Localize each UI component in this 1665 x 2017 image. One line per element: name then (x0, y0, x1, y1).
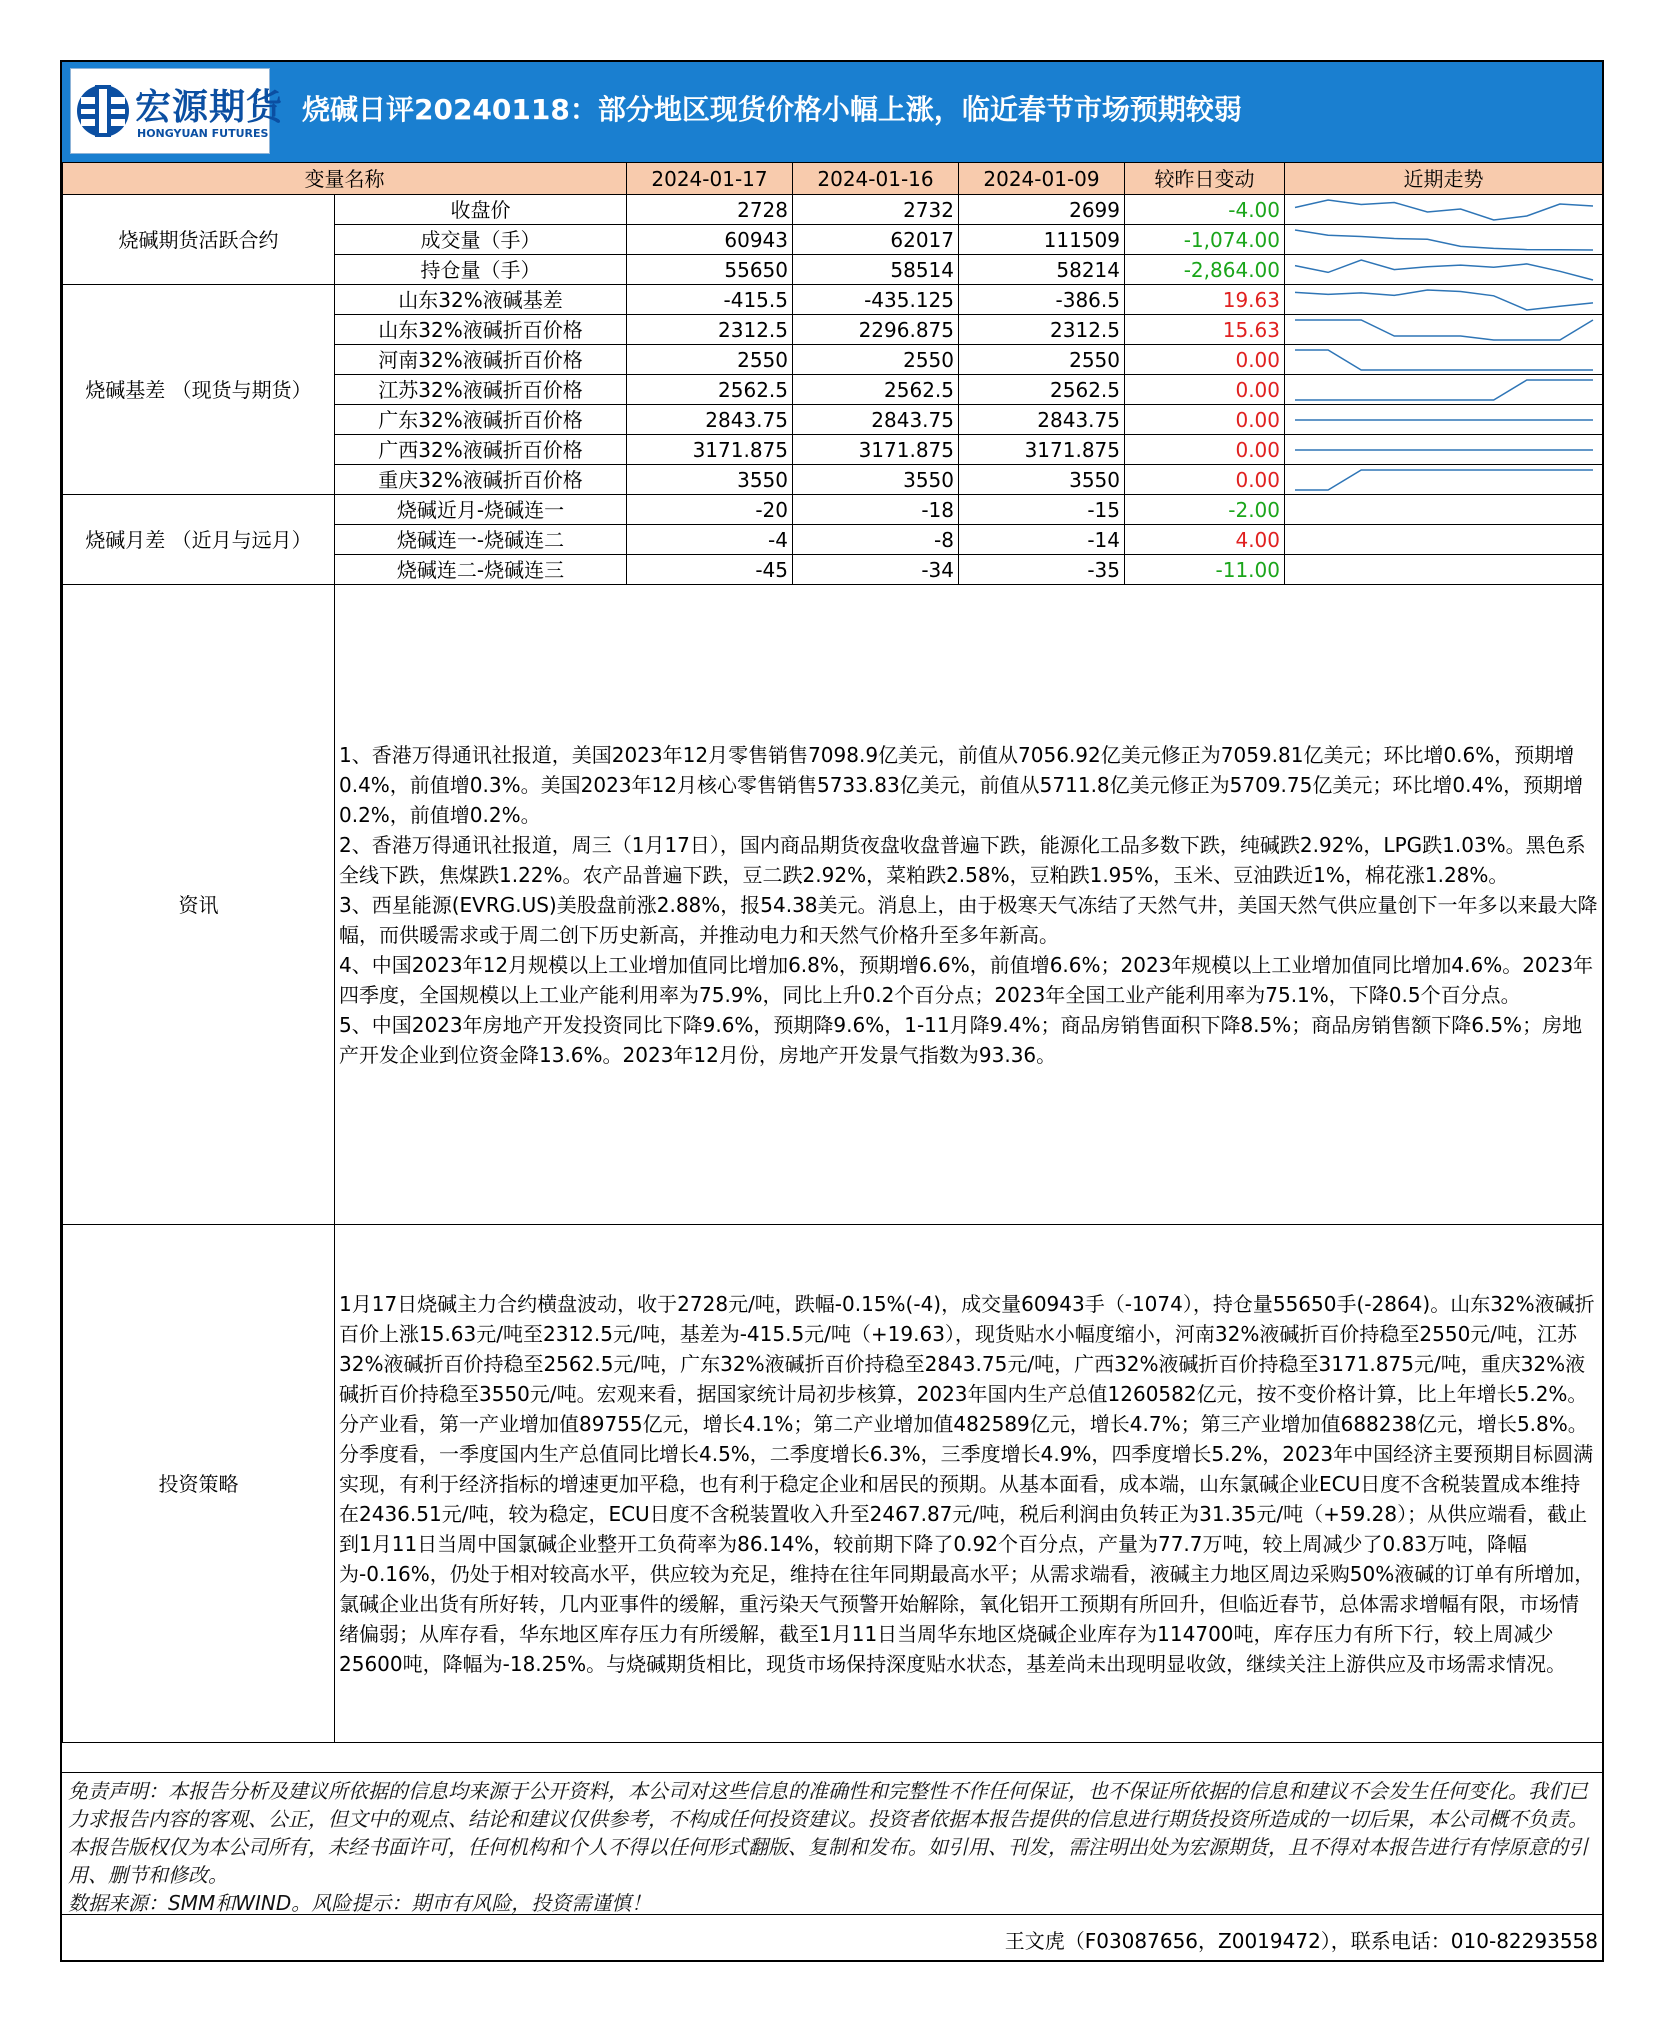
data-source: 数据来源：SMM和WIND。风险提示：期市有风险，投资需谨慎！ (68, 1891, 652, 1915)
trend-line (1295, 290, 1593, 310)
value-2024-01-16: 2550 (793, 345, 959, 375)
trend-cell (1285, 255, 1603, 285)
value-2024-01-17: 3171.875 (627, 435, 793, 465)
news-item-1: 1、香港万得通讯社报道，美国2023年12月零售销售7098.9亿美元，前值从7056.92亿美元修正为7059.81亿美元；环比增0.6%，预期增0.4%，前值增0.3%。美国2023年12月核心零售销售5733.83亿美元，前值从5711.8亿美元修正为5709.75亿美元；环比增0.4%，预期增0.2%，前值增0.2%。 (339, 742, 1584, 827)
trend-cell (1285, 495, 1603, 525)
trend-line (1295, 320, 1593, 340)
trend-cell (1285, 315, 1603, 345)
value-2024-01-16: -8 (793, 525, 959, 555)
variable-name: 广东32%液碱折百价格 (335, 405, 627, 435)
trend-cell (1285, 435, 1603, 465)
trend-cell (1285, 345, 1603, 375)
value-2024-01-17: 3550 (627, 465, 793, 495)
trend-line (1295, 230, 1593, 250)
trend-sparkline (1285, 466, 1603, 494)
change-value: 19.63 (1125, 285, 1285, 315)
group-label: 烧碱期货活跃合约 (63, 195, 335, 285)
trend-cell (1285, 375, 1603, 405)
report (60, 60, 1604, 1962)
strategy-row (63, 1225, 1603, 1743)
change-value: -1,074.00 (1125, 225, 1285, 255)
change-value: -2.00 (1125, 495, 1285, 525)
variable-name: 重庆32%液碱折百价格 (335, 465, 627, 495)
news-label: 资讯 (63, 585, 335, 1225)
logo (70, 68, 284, 154)
value-2024-01-16: 3171.875 (793, 435, 959, 465)
change-value: 0.00 (1125, 465, 1285, 495)
change-value: 0.00 (1125, 375, 1285, 405)
trend-sparkline (1285, 316, 1603, 344)
value-2024-01-16: 2562.5 (793, 375, 959, 405)
value-2024-01-09: -35 (959, 555, 1125, 585)
value-2024-01-09: 3550 (959, 465, 1125, 495)
trend-sparkline (1285, 376, 1603, 404)
news-item-2: 2、香港万得通讯社报道，周三（1月17日），国内商品期货夜盘收盘普遍下跌，能源化工品多数下跌，纯碱跌2.92%，LPG跌1.03%。黑色系全线下跌，焦煤跌1.22%。农产品普遍下跌，豆二跌2.92%，菜粕跌2.58%，豆粕跌1.95%，玉米、豆油跌近1%，棉花涨1.28%。 (339, 832, 1586, 887)
variable-name: 江苏32%液碱折百价格 (335, 375, 627, 405)
trend-sparkline (1285, 346, 1603, 374)
change-value: -11.00 (1125, 555, 1285, 585)
value-2024-01-16: 3550 (793, 465, 959, 495)
report-title: 烧碱日评20240118：部分地区现货价格小幅上涨，临近春节市场预期较弱 (302, 93, 1242, 126)
value-2024-01-16: 2296.875 (793, 315, 959, 345)
trend-sparkline (1285, 406, 1603, 434)
variable-name: 广西32%液碱折百价格 (335, 435, 627, 465)
news-content (335, 585, 1603, 1225)
col-header-variable: 变量名称 (63, 163, 627, 195)
value-2024-01-17: 2312.5 (627, 315, 793, 345)
table-row (63, 495, 1603, 525)
trend-line (1295, 380, 1593, 400)
value-2024-01-09: -15 (959, 495, 1125, 525)
news-item-4: 4、中国2023年12月规模以上工业增加值同比增加6.8%，预期增6.6%，前值增6.6%；2023年规模以上工业增加值同比增加4.6%。2023年四季度，全国规模以上工业产能利用率为75.9%，同比上升0.2个百分点；2023年全国工业产能利用率为75.1%，下降0.5个百分点。 (339, 952, 1594, 1007)
news-row (63, 585, 1603, 1225)
value-2024-01-17: 55650 (627, 255, 793, 285)
value-2024-01-09: 111509 (959, 225, 1125, 255)
value-2024-01-09: 2312.5 (959, 315, 1125, 345)
change-value: -2,864.00 (1125, 255, 1285, 285)
value-2024-01-16: 62017 (793, 225, 959, 255)
logo-text: 宏源期货 (135, 87, 284, 128)
value-2024-01-09: 2699 (959, 195, 1125, 225)
value-2024-01-16: -34 (793, 555, 959, 585)
value-2024-01-16: -435.125 (793, 285, 959, 315)
variable-name: 收盘价 (335, 195, 627, 225)
value-2024-01-09: 58214 (959, 255, 1125, 285)
value-2024-01-16: -18 (793, 495, 959, 525)
change-value: 4.00 (1125, 525, 1285, 555)
change-value: 0.00 (1125, 345, 1285, 375)
change-value: -4.00 (1125, 195, 1285, 225)
value-2024-01-09: -14 (959, 525, 1125, 555)
value-2024-01-09: 3171.875 (959, 435, 1125, 465)
strategy-label: 投资策略 (63, 1225, 335, 1743)
logo-subtitle: HONGYUAN FUTURES (137, 127, 269, 140)
table-header-row (63, 163, 1603, 195)
variable-name: 烧碱连一-烧碱连二 (335, 525, 627, 555)
col-header-date-1: 2024-01-17 (627, 163, 793, 195)
news-item-3: 3、西星能源(EVRG.US)美股盘前涨2.88%，报54.38美元。消息上，由于极寒天气冻结了天然气井，美国天然气供应量创下一年多以来最大降幅，而供暖需求或于周二创下历史新高，并推动电力和天然气价格升至多年新高。 (339, 892, 1598, 947)
value-2024-01-17: -4 (627, 525, 793, 555)
value-2024-01-09: 2550 (959, 345, 1125, 375)
variable-name: 河南32%液碱折百价格 (335, 345, 627, 375)
group-label: 烧碱基差 （现货与期货） (63, 285, 335, 495)
variable-name: 成交量（手） (335, 225, 627, 255)
variable-name: 山东32%液碱折百价格 (335, 315, 627, 345)
variable-name: 持仓量（手） (335, 255, 627, 285)
disclaimer-text: 免责声明：本报告分析及建议所依据的信息均来源于公开资料，本公司对这些信息的准确性和完整性不作任何保证，也不保证所依据的信息和建议不会发生任何变化。我们已力求报告内容的客观、公正，但文中的观点、结论和建议仅供参考，不构成任何投资建议。投资者依据本报告提供的信息进行期货投资所造成的一切后果，本公司概不负责。本报告版权仅为本公司所有，未经书面许可，任何机构和个人不得以任何形式翻版、复制和发布。如引用、刊发，需注明出处为宏源期货，且不得对本报告进行有悖原意的引用、删节和修改。 (68, 1779, 1588, 1887)
trend-line (1295, 260, 1593, 280)
variable-name: 烧碱近月-烧碱连一 (335, 495, 627, 525)
trend-cell (1285, 285, 1603, 315)
trend-cell (1285, 555, 1603, 585)
variable-name: 烧碱连二-烧碱连三 (335, 555, 627, 585)
trend-sparkline (1285, 196, 1603, 224)
trend-sparkline (1285, 226, 1603, 254)
disclaimer (62, 1772, 1602, 1914)
col-header-date-2: 2024-01-16 (793, 163, 959, 195)
table-row (63, 195, 1603, 225)
value-2024-01-17: 60943 (627, 225, 793, 255)
trend-cell (1285, 405, 1603, 435)
value-2024-01-17: -45 (627, 555, 793, 585)
value-2024-01-17: -20 (627, 495, 793, 525)
report-header (62, 62, 1602, 162)
trend-cell (1285, 195, 1603, 225)
value-2024-01-16: 2732 (793, 195, 959, 225)
trend-line (1295, 470, 1593, 490)
data-table (62, 162, 1603, 1743)
trend-line (1295, 350, 1593, 370)
table-row (63, 285, 1603, 315)
col-header-trend: 近期走势 (1285, 163, 1603, 195)
col-header-change: 较昨日变动 (1125, 163, 1285, 195)
trend-sparkline (1285, 286, 1603, 314)
value-2024-01-16: 2843.75 (793, 405, 959, 435)
change-value: 0.00 (1125, 405, 1285, 435)
change-value: 0.00 (1125, 435, 1285, 465)
trend-cell (1285, 225, 1603, 255)
value-2024-01-17: 2562.5 (627, 375, 793, 405)
value-2024-01-09: 2843.75 (959, 405, 1125, 435)
logo-emblem-icon (75, 71, 131, 151)
variable-name: 山东32%液碱基差 (335, 285, 627, 315)
strategy-content: 1月17日烧碱主力合约横盘波动，收于2728元/吨，跌幅-0.15%(-4)，成交量60943手（-1074），持仓量55650手(-2864)。山东32%液碱折百价上涨15.63元/吨至2312.5元/吨，基差为-415.5元/吨（+19.63），现货贴水小幅度缩小，河南32%液碱折百价持稳至2550元/吨，江苏32%液碱折百价持稳至2562.5元/吨，广东32%液碱折百价持稳至2843.75元/吨，广西32%液碱折百价持稳至3171.875元/吨，重庆32%液碱折百价持稳至3550元/吨。宏观来看，据国家统计局初步核算，2023年国内生产总值1260582亿元，按不变价格计算，比上年增长5.2%。分产业看，第一产业增加值89755亿元，增长4.1%；第二产业增加值482589亿元，增长4.7%；第三产业增加值688238亿元，增长5.8%。分季度看，一季度国内生产总值同比增长4.5%，二季度增长6.3%，三季度增长4.9%，四季度增长5.2%，2023年中国经济主要预期目标圆满实现，有利于经济指标的增速更加平稳，也有利于稳定企业和居民的预期。从基本面看，成本端，山东氯碱企业ECU日度不含税装置成本维持在2436.51元/吨，较为稳定，ECU日度不含税装置收入升至2467.87元/吨，税后利润由负转正为31.35元/吨（+59.28）；从供应端看，截止到1月11日当周中国氯碱企业整开工负荷率为86.14%，较前期下降了0.92个百分点，产量为77.7万吨，较上周减少了0.83万吨，降幅为-0.16%，仍处于相对较高水平，供应较为充足，维持在往年同期最高水平；从需求端看，液碱主力地区周边采购50%液碱的订单有所增加，氯碱企业出货有所好转，几内亚事件的缓解，重污染天气预警开始解除，氧化铝开工预期有所回升，但临近春节，总体需求增幅有限，市场情绪偏弱；从库存看，华东地区库存压力有所缓解，截至1月11日当周华东地区烧碱企业库存为114700吨，库存压力有所下行，较上周减少25600吨，降幅为-18.25%。与烧碱期货相比，现货市场保持深度贴水状态，基差尚未出现明显收敛，继续关注上游供应及市场需求情况。 (335, 1225, 1603, 1743)
value-2024-01-17: 2728 (627, 195, 793, 225)
contact-info: 王文虎（F03087656，Z0019472），联系电话：010-82293558 (62, 1914, 1602, 1960)
trend-sparkline (1285, 256, 1603, 284)
news-item-5: 5、中国2023年房地产开发投资同比下降9.6%，预期降9.6%，1-11月降9.4%；商品房销售面积下降8.5%；商品房销售额下降6.5%；房地产开发企业到位资金降13.6%。2023年12月份，房地产开发景气指数为93.36。 (339, 1012, 1583, 1067)
trend-line (1295, 200, 1593, 220)
value-2024-01-16: 58514 (793, 255, 959, 285)
group-label: 烧碱月差 （近月与远月） (63, 495, 335, 585)
value-2024-01-17: 2550 (627, 345, 793, 375)
value-2024-01-09: -386.5 (959, 285, 1125, 315)
change-value: 15.63 (1125, 315, 1285, 345)
trend-cell (1285, 525, 1603, 555)
value-2024-01-17: 2843.75 (627, 405, 793, 435)
value-2024-01-09: 2562.5 (959, 375, 1125, 405)
trend-sparkline (1285, 436, 1603, 464)
col-header-date-3: 2024-01-09 (959, 163, 1125, 195)
value-2024-01-17: -415.5 (627, 285, 793, 315)
trend-cell (1285, 465, 1603, 495)
